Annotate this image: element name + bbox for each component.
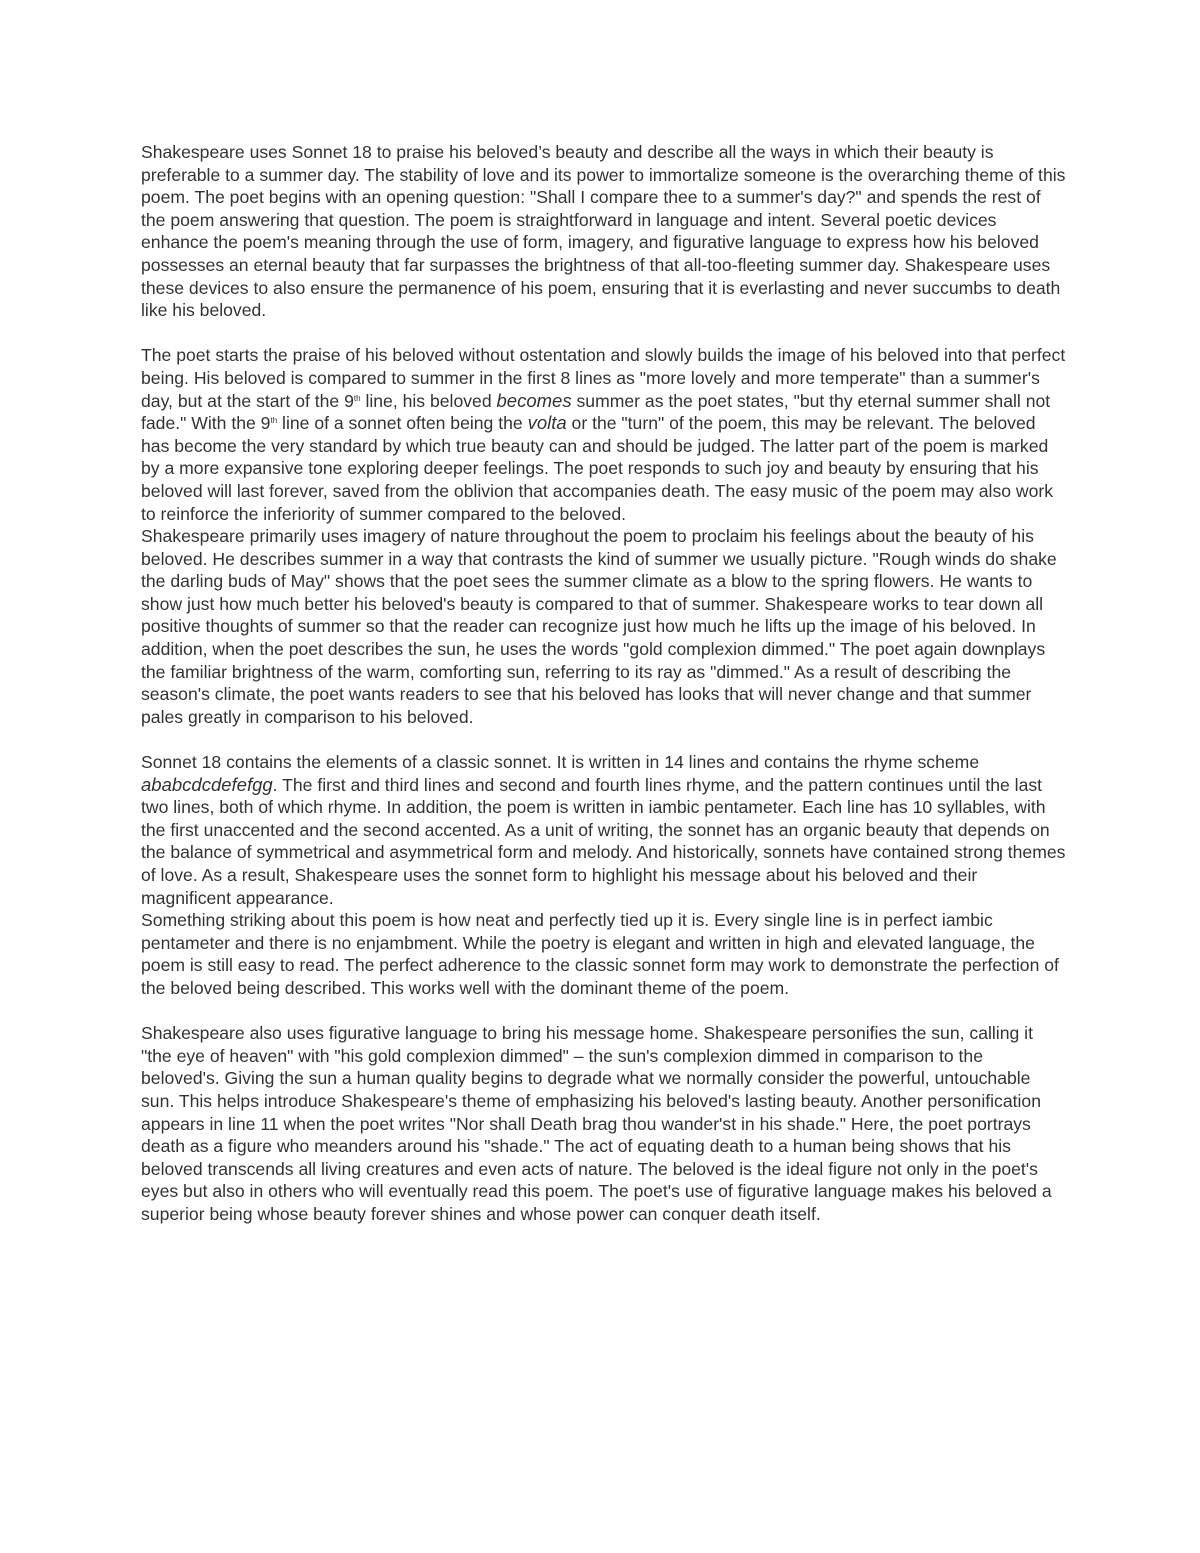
text-run: summer as the poet states, "but thy eternal summer shall not fade." With the 9	[141, 390, 1051, 434]
ordinal-suffix: th	[353, 393, 361, 403]
paragraph-intro: Shakespeare uses Sonnet 18 to praise his beloved’s beauty and describe all the ways in which their beauty is preferable to a summer day. The stability of love and its power to immortalize someone is the overarching theme of this poem. The poet begins with an opening question: "Shall I compare thee to a summer's day?" and spends the rest of the poem answering that question. The poem is straightforward in language and intent. Several poetic devices enhance the poem's meaning through the use of form, imagery, and figurative language to express how his beloved possesses an eternal beauty that far surpasses the brightness of that all-too-fleeting summer day. Shakespeare uses these devices to also ensure the permanence of his poem, ensuring that it is everlasting and never succumbs to death like his beloved.	[141, 142, 1066, 321]
text-run: line, his beloved	[360, 390, 497, 411]
paragraph-spacer	[141, 728, 1066, 751]
paragraph-structure: Something striking about this poem is how neat and perfectly tied up it is. Every single line is in perfect iambic pentameter and there is no enjambment. While the poetry is elegant and written in high and elevated language, the poem is still easy to read. The perfect adherence to the classic sonnet form may work to demonstrate the perfection of the beloved being described. This works well with the dominant theme of the poem.	[141, 910, 1059, 998]
italic-term: volta	[527, 412, 567, 434]
paragraph-figurative: Shakespeare also uses figurative language to bring his message home. Shakespeare personifies the sun, calling it "the eye of heaven" with "his gold complexion dimmed" – the sun's complexion dimmed in comparison to the beloved's. Giving the sun a human quality begins to degrade what we normally consider the powerful, untouchable sun. This helps introduce Shakespeare's theme of emphasizing his beloved's lasting beauty. Another personification appears in line 11 when the poet writes "Nor shall Death brag thou wander'st in his shade." Here, the poet portrays death as a figure who meanders around his "shade." The act of equating death to a human being shows that his beloved transcends all living creatures and even acts of nature. The beloved is the ideal figure not only in the poet's eyes but also in others who will eventually read this poem. The poet's use of figurative language makes his beloved a superior being whose beauty forever shines and whose power can conquer death itself.	[141, 1023, 1052, 1224]
text-run: The poet starts the praise of his beloved without ostentation and slowly builds the image of his beloved into that perfect being. His beloved is compared to summer in the first 8 lines as "more lovely and more temperate" than a summer's day, but at the start of the 9	[141, 345, 1066, 411]
text-run: . The first and third lines and second and fourth lines rhyme, and the pattern continues until the last two lines, both of which rhyme. In addition, the poem is written in iambic pentameter. Each line has 10 syllables, with the first unaccented and the second accented. As a unit of writing, the sonnet has an organic beauty that depends on the balance of symmetrical and asymmetrical form and melody. And historically, sonnets have contained strong themes of love. As a result, Shakespeare uses the sonnet form to highlight his message about his beloved and their magnificent appearance.	[141, 774, 1066, 908]
essay-body	[141, 141, 1066, 1226]
paragraph-imagery: Shakespeare primarily uses imagery of nature throughout the poem to proclaim his feelings about the beauty of his beloved. He describes summer in a way that contrasts the kind of summer we usually picture. "Rough winds do shake the darling buds of May" shows that the poet sees the summer climate as a blow to the spring flowers. He wants to show just how much better his beloved's beauty is compared to that of summer. Shakespeare works to tear down all positive thoughts of summer so that the reader can recognize just how much he lifts up the image of his beloved. In addition, when the poet describes the sun, he uses the words "gold complexion dimmed." The poet again downplays the familiar brightness of the warm, comforting sun, referring to its ray as "dimmed." As a result of describing the season's climate, the poet wants readers to see that his beloved has looks that will never change and that summer pales greatly in comparison to his beloved.	[141, 526, 1057, 727]
text-run: Sonnet 18 contains the elements of a classic sonnet. It is written in 14 lines and contains the rhyme scheme	[141, 752, 980, 773]
rhyme-scheme: ababcdcdefefgg	[141, 773, 273, 795]
paragraph-spacer	[141, 1000, 1066, 1023]
text-run: or the "turn" of the poem, this may be relevant. The beloved has become the very standard by which true beauty can and should be judged. The latter part of the poem is marked by a more expansive tone exploring deeper feelings. The poet responds to such joy and beauty by ensuring that his beloved will last forever, saved from the oblivion that accompanies death. The easy music of the poem may also work to reinforce the inferiority of summer compared to the beloved.	[141, 413, 1054, 524]
italic-term: becomes	[496, 389, 572, 411]
paragraph-spacer	[141, 322, 1066, 345]
paragraph-volta	[141, 344, 1066, 525]
ordinal-suffix: th	[270, 416, 278, 426]
text-run: line of a sonnet often being the	[277, 413, 528, 434]
paragraph-form	[141, 751, 1066, 909]
